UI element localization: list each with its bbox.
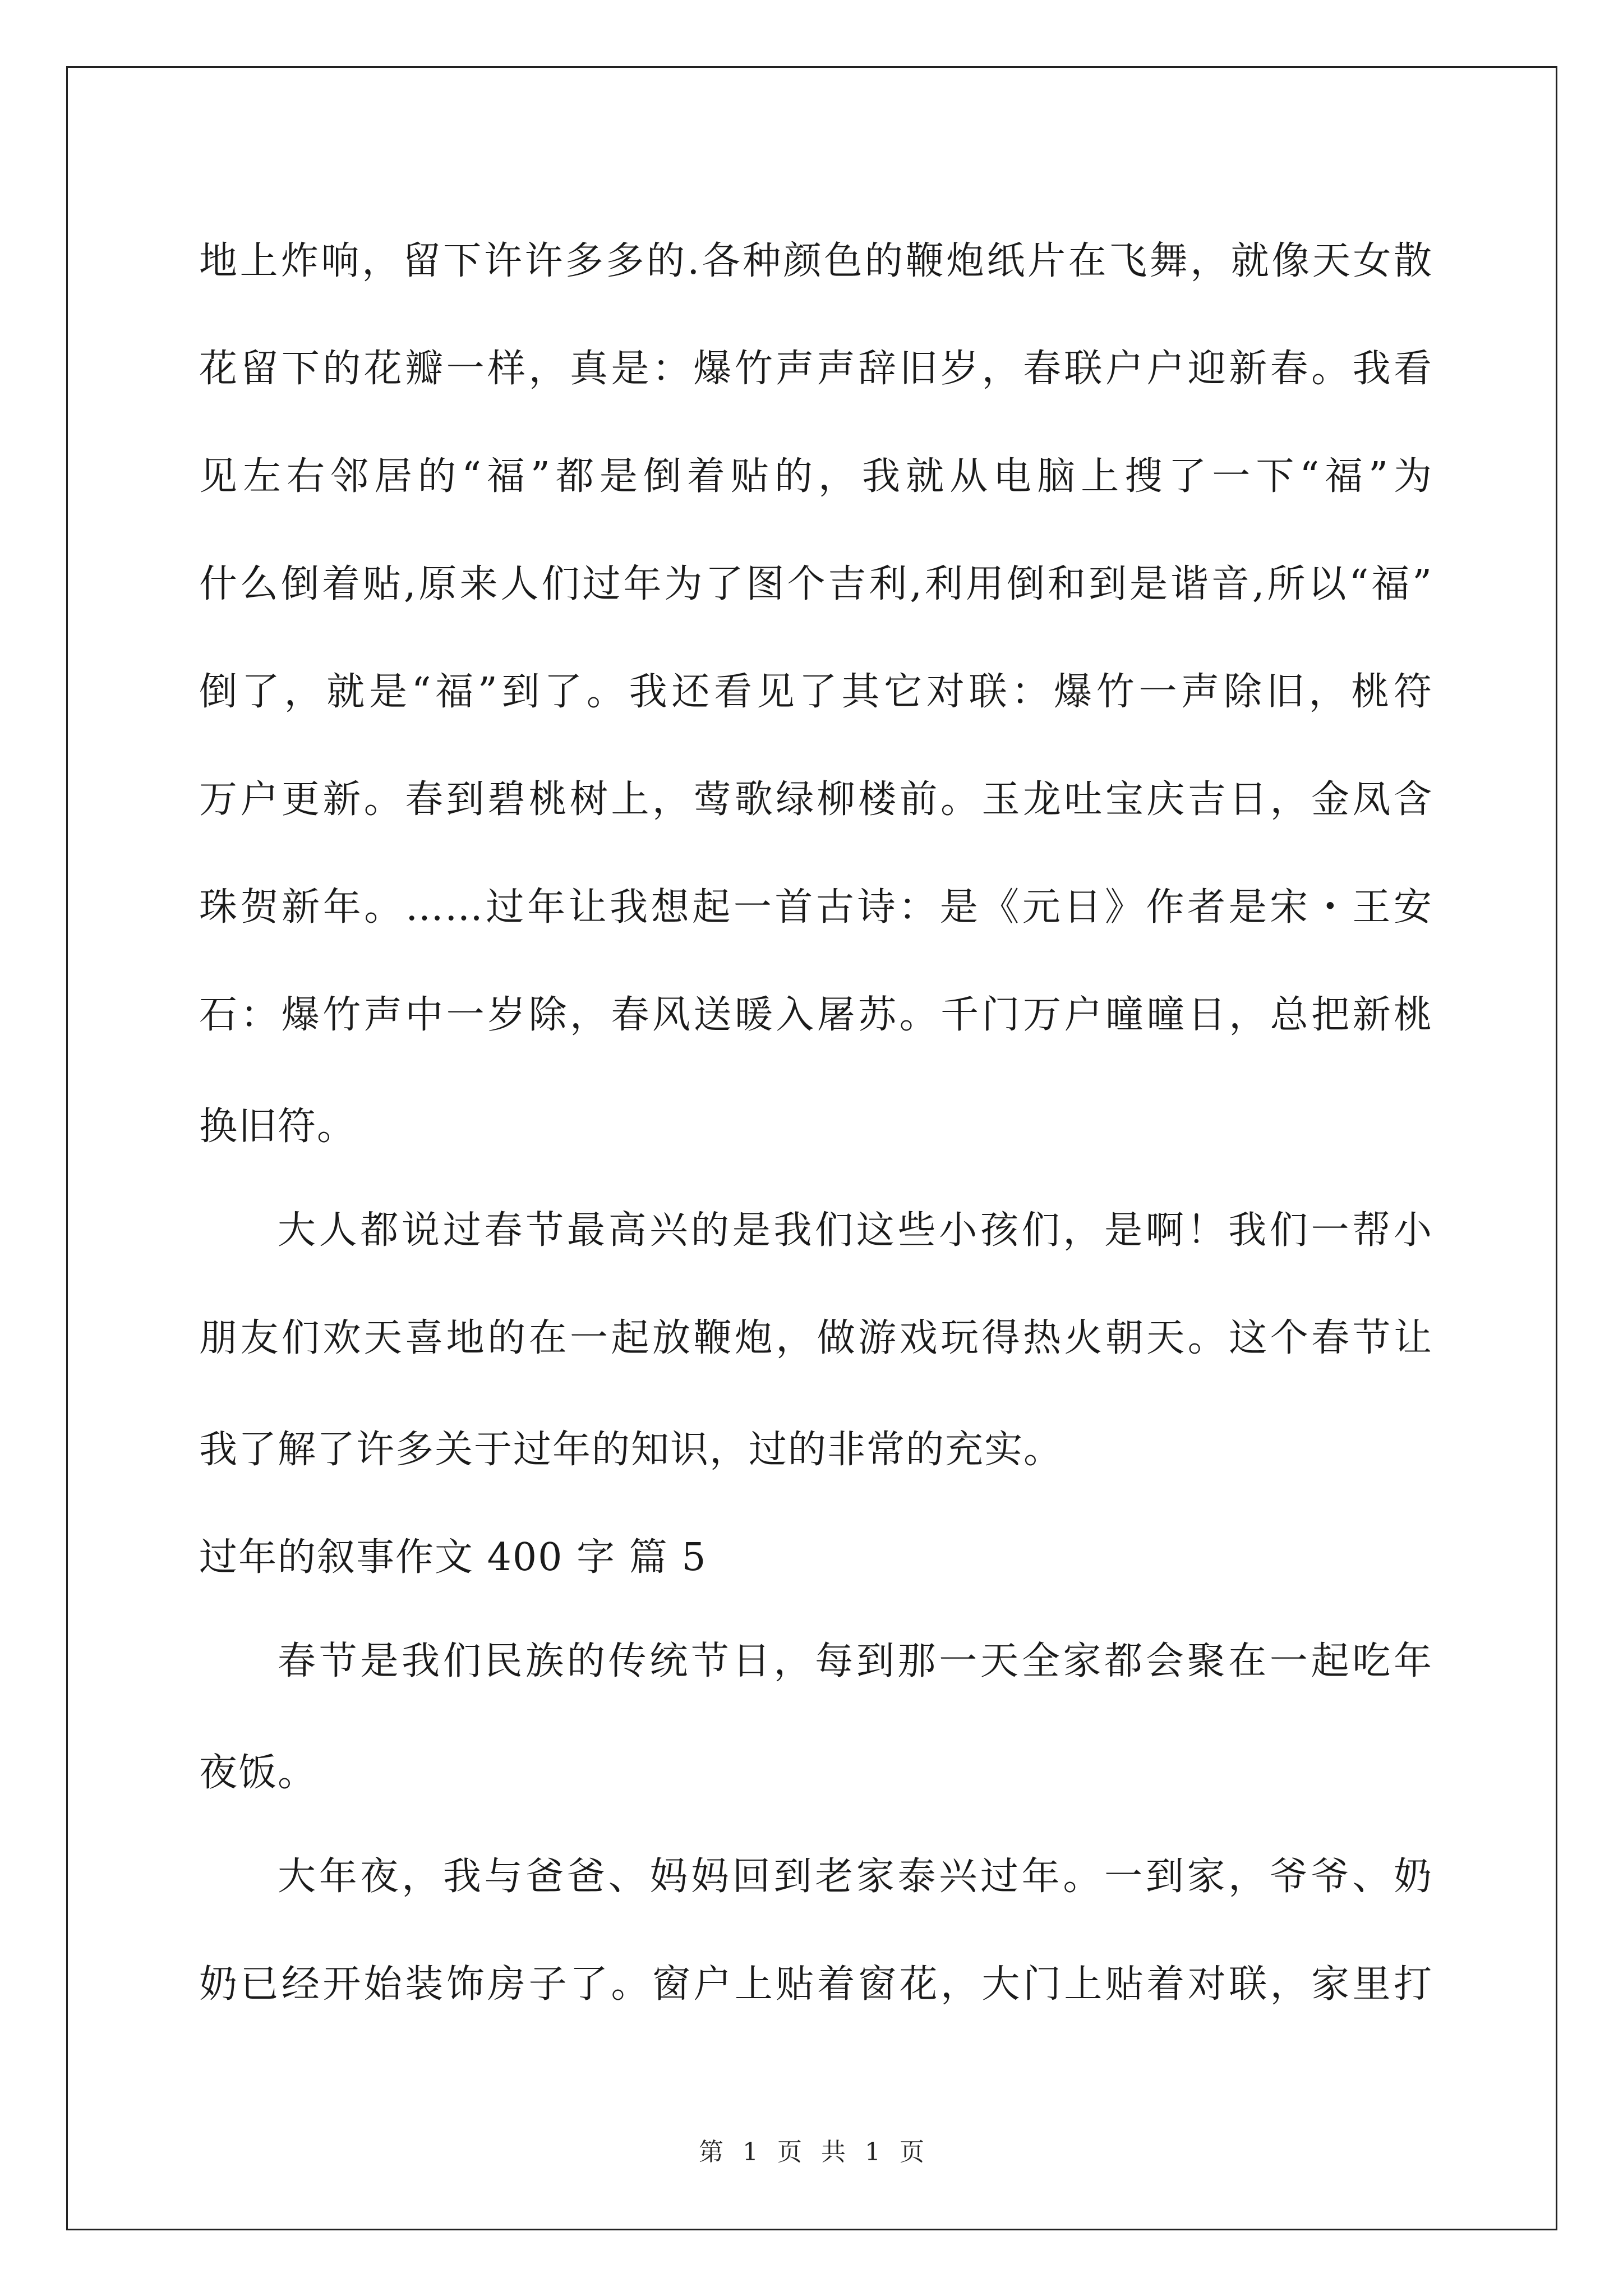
text-line: 什么倒着贴,原来人们过年为了图个吉利,利用倒和到是谐音,所以“福” [199, 562, 1433, 606]
text-line: 花留下的花瓣一样，真是：爆竹声声辞旧岁，春联户户迎新春。我看 [199, 347, 1433, 391]
text-line: 见左右邻居的“福”都是倒着贴的，我就从电脑上搜了一下“福”为 [199, 454, 1433, 499]
text-line: 万户更新。春到碧桃树上，莺歌绿柳楼前。玉龙吐宝庆吉日，金凤含 [199, 777, 1433, 822]
section-heading: 过年的叙事作文 400 字 篇 5 [199, 1535, 707, 1580]
text-line: 换旧符。 [199, 1104, 357, 1149]
text-line: 石：爆竹声中一岁除，春风送暖入屠苏。千门万户曈曈日，总把新桃 [199, 993, 1433, 1037]
text-line: 朋友们欢天喜地的在一起放鞭炮，做游戏玩得热火朝天。这个春节让 [199, 1316, 1433, 1360]
paragraph-first-line: 春节是我们民族的传统节日，每到那一天全家都会聚在一起吃年 [278, 1639, 1433, 1683]
document-body [199, 208, 1433, 2039]
text-line: 地上炸响，留下许许多多的.各种颜色的鞭炮纸片在飞舞，就像天女散 [199, 239, 1433, 283]
paragraph-first-line: 大年夜，我与爸爸、妈妈回到老家泰兴过年。一到家，爷爷、奶 [278, 1855, 1433, 1899]
text-line: 奶已经开始装饰房子了。窗户上贴着窗花，大门上贴着对联，家里打 [199, 1962, 1433, 2007]
paragraph-first-line: 大人都说过春节最高兴的是我们这些小孩们，是啊！我们一帮小 [278, 1208, 1433, 1253]
text-line: 珠贺新年。……过年让我想起一首古诗：是《元日》作者是宋・王安 [199, 885, 1433, 930]
page-number-footer: 第 1 页 共 1 页 [699, 2138, 924, 2166]
text-line: 倒了，就是“福”到了。我还看见了其它对联：爆竹一声除旧，桃符 [199, 670, 1433, 714]
text-line: 我了解了许多关于过年的知识，过的非常的充实。 [199, 1427, 1063, 1472]
text-line: 夜饭。 [199, 1750, 317, 1795]
